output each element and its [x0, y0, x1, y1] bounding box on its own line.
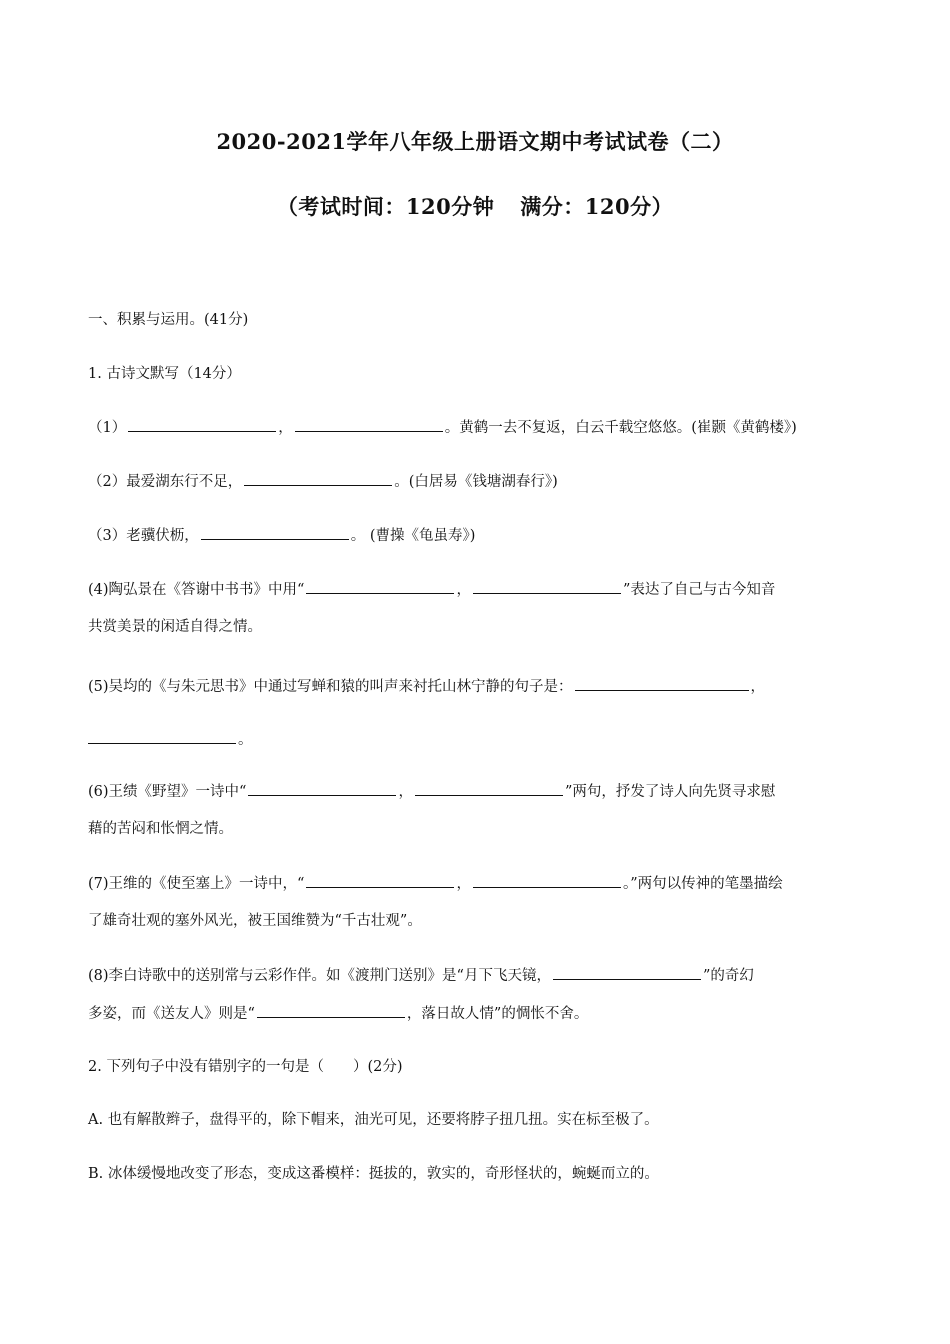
answer-blank[interactable] [306, 873, 454, 888]
question-item: （2）最爱湖东行不足， 。(白居易《钱塘湖春行》) [88, 471, 558, 492]
question-item: (6)王绩《野望》一诗中“ ， ”两句，抒发了诗人向先贤寻求慰 [88, 781, 775, 802]
answer-blank[interactable] [473, 873, 621, 888]
answer-blank[interactable] [473, 579, 621, 594]
question-heading: 2. 下列句子中没有错别字的一句是（ ）(2分) [88, 1059, 403, 1075]
question-item-continued: 藉的苦闷和怅惘之情。 [88, 821, 233, 837]
exam-subtitle [0, 191, 950, 221]
answer-blank[interactable] [201, 525, 349, 540]
answer-blank[interactable] [244, 471, 392, 486]
answer-blank[interactable] [306, 579, 454, 594]
question-item: (8)李白诗歌中的送别常与云彩作伴。如《渡荆门送别》是“月下飞天镜， ”的奇幻 [88, 965, 754, 986]
question-item-continued: 了雄奇壮观的塞外风光，被王国维赞为“千古壮观”。 [88, 913, 422, 929]
question-item-continued: 多姿，而《送友人》则是“ ，落日故人情”的惆怅不舍。 [88, 1003, 588, 1024]
answer-blank[interactable] [248, 781, 396, 796]
answer-blank[interactable] [575, 676, 749, 691]
answer-option[interactable]: A. 也有解散辫子，盘得平的，除下帽来，油光可见，还要将脖子扭几扭。实在标至极了。 [88, 1112, 659, 1128]
question-item-continued: 。 [88, 729, 253, 750]
exam-time: （考试时间：120分钟 [276, 194, 495, 219]
exam-title: 2020-2021学年八年级上册语文期中考试试卷（二） [216, 129, 734, 154]
answer-blank[interactable] [295, 417, 443, 432]
answer-blank[interactable] [128, 417, 276, 432]
answer-blank[interactable] [553, 965, 701, 980]
question-heading: 1. 古诗文默写（14分） [88, 366, 241, 382]
question-item-continued: 共赏美景的闲适自得之情。 [88, 619, 262, 635]
answer-blank[interactable] [257, 1003, 405, 1018]
exam-score: 满分：120分） [520, 194, 674, 219]
question-item: (4)陶弘景在《答谢中书书》中用“ ， ”表达了自己与古今知音 [88, 579, 775, 600]
answer-blank[interactable] [88, 729, 236, 744]
answer-option[interactable]: B. 冰体缓慢地改变了形态，变成这番模样：挺拔的，敦实的，奇形怪状的，蜿蜒而立的。 [88, 1166, 659, 1182]
question-item: (7)王维的《使至塞上》一诗中，“ ， 。”两句以传神的笔墨描绘 [88, 873, 783, 894]
section-heading: 一、积累与运用。(41分) [88, 312, 249, 328]
question-item: (5)吴均的《与朱元思书》中通过写蝉和猿的叫声来衬托山林宁静的句子是： ， [88, 676, 765, 697]
question-item: （1） ， 。黄鹤一去不复返，白云千载空悠悠。(崔颢《黄鹤楼》) [88, 417, 797, 438]
question-item: （3）老骥伏枥， 。 (曹操《龟虽寿》) [88, 525, 475, 546]
answer-blank[interactable] [415, 781, 563, 796]
